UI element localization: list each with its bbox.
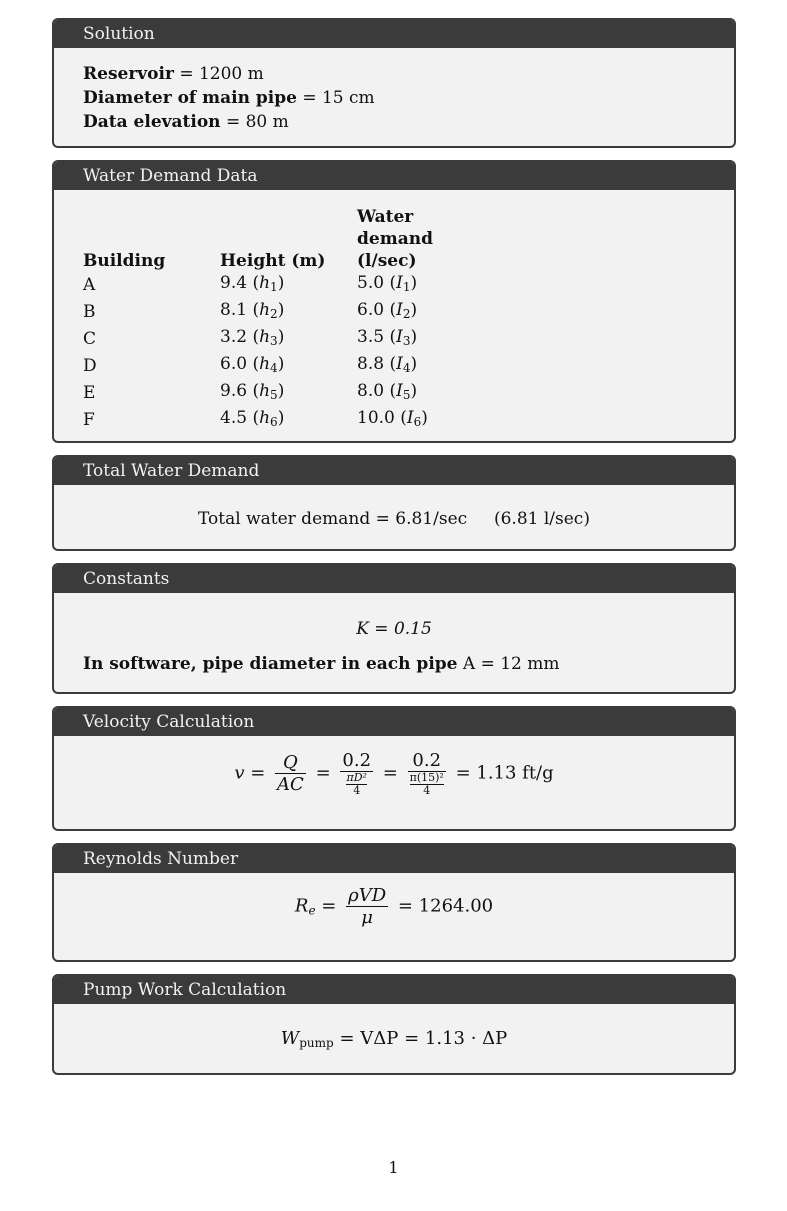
reynolds-title: Reynolds Number — [54, 845, 734, 873]
k-expr: K = 0.15 — [356, 619, 432, 639]
reynolds-den: μ — [361, 907, 373, 928]
header-demand-line3: (l/sec) — [357, 251, 417, 271]
diameter-label: Diameter of main pipe — [83, 88, 297, 108]
total-demand-paren: (6.81 l/sec) — [493, 509, 590, 529]
pump-lhs-sym: W — [280, 1028, 300, 1049]
water-demand-title: Water Demand Data — [54, 162, 734, 190]
table-row — [83, 353, 467, 380]
velocity-frac-2 — [340, 750, 373, 797]
reynolds-box: Reynolds Number $R_e$ = $\frac{\text{ρVD}}{\mu}$ = 1264.00 — [52, 843, 736, 962]
header-demand-line2: demand — [357, 229, 433, 249]
velocity-frac2-num: 0.2 — [342, 750, 372, 771]
header-building: Building — [83, 251, 166, 271]
cell-demand: 3.5 $(I_3)$ — [357, 327, 418, 348]
cell-demand: 10.0 $(I_6)$ — [357, 408, 428, 429]
total-demand-text: Total water demand = 6.81/sec — [198, 509, 468, 529]
reynolds-num: ρVD — [348, 885, 387, 906]
water-demand-table — [83, 206, 467, 434]
cell-height: 9.4 $(h_1)$ — [220, 273, 285, 294]
velocity-frac2-den-num: πD² — [346, 771, 367, 784]
header-height: Height (m) — [220, 251, 326, 271]
cell-building: C — [83, 329, 97, 349]
velocity-frac-1 — [275, 752, 306, 795]
reservoir-value: = 1200 m — [179, 64, 264, 84]
reynolds-result: = 1264.00 — [397, 895, 494, 917]
reservoir-label: Reservoir — [83, 64, 174, 84]
velocity-frac1-num: Q — [283, 752, 298, 773]
cell-height: 4.5 $(h_6)$ — [220, 408, 285, 429]
elevation-label: Data elevation — [83, 112, 221, 132]
cell-height: 6.0 $(h_4)$ — [220, 354, 285, 375]
cell-height: 9.6 $(h_5)$ — [220, 381, 285, 402]
header-demand — [357, 206, 467, 272]
cell-demand: 6.0 $(I_2)$ — [357, 300, 418, 321]
k-constant — [83, 617, 705, 641]
velocity-frac3-den-num: π(15)² — [409, 771, 444, 784]
velocity-frac3-den-den: 4 — [423, 784, 431, 797]
cell-height: 3.2 $(h_3)$ — [220, 327, 285, 348]
table-row — [83, 326, 467, 353]
cell-demand: 8.8 $(I_4)$ — [357, 354, 418, 375]
velocity-frac3-num: 0.2 — [408, 750, 446, 772]
table-row — [83, 380, 467, 407]
pump-box — [52, 974, 736, 1075]
velocity-frac-3 — [408, 750, 446, 797]
velocity-frac2-den-den: 4 — [353, 784, 361, 797]
table-row — [83, 407, 467, 434]
water-demand-box — [52, 160, 736, 443]
solution-box — [52, 18, 736, 148]
solution-title: Solution — [54, 20, 734, 48]
pump-title: Pump Work Calculation — [54, 976, 734, 1004]
diameter-value: = 15 cm — [302, 88, 375, 108]
cell-building: B — [83, 302, 96, 322]
cell-building: F — [83, 410, 95, 430]
reynolds-lhs-sym: R — [294, 895, 309, 917]
cell-demand: 5.0 $(I_1)$ — [357, 273, 418, 294]
total-demand-title: Total Water Demand — [54, 457, 734, 485]
table-header-row — [83, 206, 467, 272]
velocity-title: Velocity Calculation — [54, 708, 734, 736]
cell-building: A — [83, 275, 96, 295]
total-demand-box — [52, 455, 736, 551]
software-label: In software, pipe diameter in each pipe — [83, 654, 458, 674]
cell-height: 8.1 $(h_2)$ — [220, 300, 285, 321]
velocity-result: = 1.13 ft/g — [455, 762, 554, 784]
table-row — [83, 272, 467, 299]
cell-demand: 8.0 $(I_5)$ — [357, 381, 418, 402]
page-number: 1 — [388, 1158, 399, 1177]
velocity-lhs: v = — [234, 762, 266, 784]
elevation-value: = 80 m — [225, 112, 289, 132]
constants-box — [52, 563, 736, 694]
diameter-line — [83, 86, 705, 110]
header-demand-line1: Water — [357, 207, 414, 227]
pump-lhs-sub: pump — [299, 1036, 334, 1050]
software-expr: A = 12 mm — [462, 654, 560, 674]
table-row — [83, 299, 467, 326]
velocity-frac1-den: AC — [277, 774, 304, 795]
reynolds-frac — [346, 885, 388, 928]
cell-building: D — [83, 356, 97, 376]
velocity-box: Velocity Calculation v = $\frac{Q}{AC}$ = $\frac{0.2}{\frac{\text{πD²}}{4}}$ = $\frac{0.2}{\frac{\text{π(15)²}}{4}}$ = 1.13 ft/g — [52, 706, 736, 831]
reservoir-line — [83, 62, 705, 86]
constants-title: Constants — [54, 565, 734, 593]
elevation-line — [83, 110, 705, 134]
software-line — [83, 652, 705, 676]
cell-building: E — [83, 383, 96, 403]
pump-rhs: = VΔP = 1.13 · ΔP — [339, 1028, 508, 1049]
reynolds-lhs-sub: e — [308, 903, 316, 918]
